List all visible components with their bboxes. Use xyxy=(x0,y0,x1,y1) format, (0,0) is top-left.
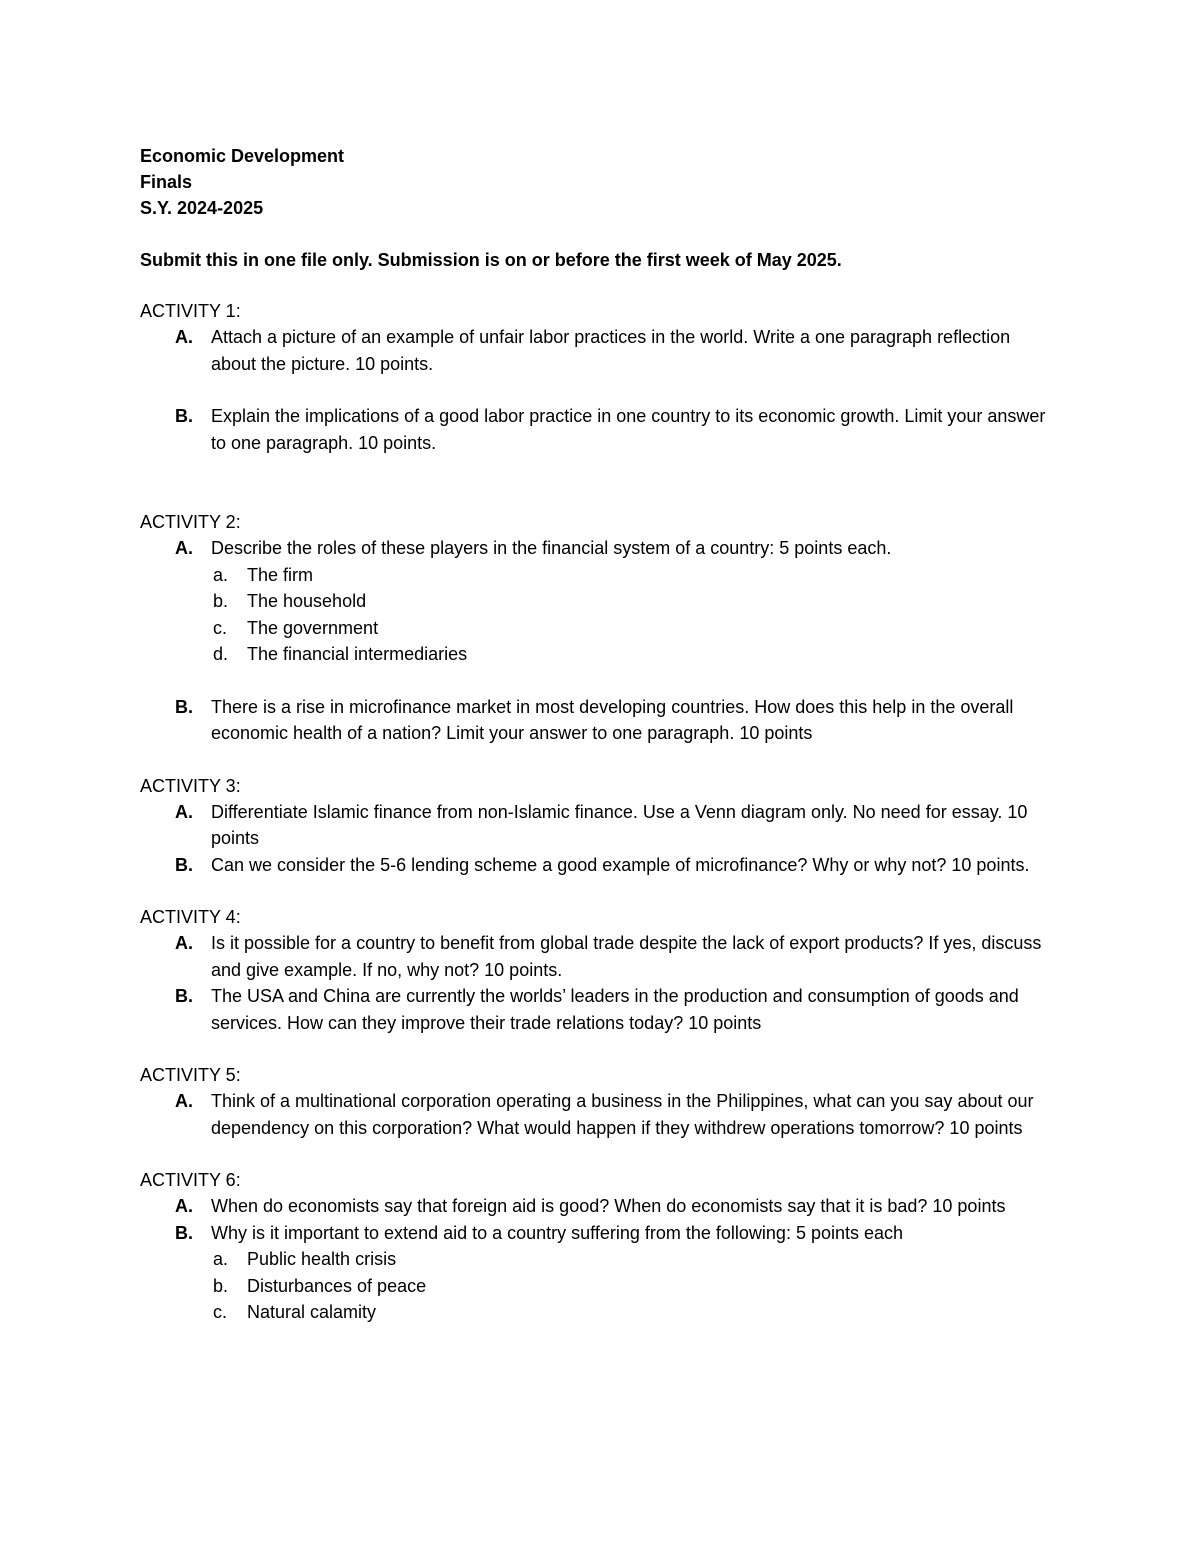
item-text: Describe the roles of these players in the financial system of a country: 5 points each. xyxy=(211,538,892,558)
activity-item xyxy=(140,535,1060,562)
item-text: Can we consider the 5-6 lending scheme a good example of microfinance? Why or why not? 10 points. xyxy=(211,854,1030,875)
sub-item xyxy=(140,562,1060,589)
item-text: Is it possible for a country to benefit from global trade despite the lack of export products? If yes, discuss and give example. If no, why not? 10 points. xyxy=(211,933,1042,980)
activity-title: ACTIVITY 6: xyxy=(140,1170,241,1190)
sub-item-text: The household xyxy=(247,591,367,611)
sub-item-text: The financial intermediaries xyxy=(247,644,468,664)
activity-4 xyxy=(140,904,1060,1036)
item-text: Think of a multinational corporation operating a business in the Philippines, what can you say about our dependency on this corporation? What would happen if they withdrew operations tomorrow? 10 points xyxy=(211,1091,1034,1138)
activity-title: ACTIVITY 5: xyxy=(140,1065,241,1085)
sub-item-text: The firm xyxy=(247,564,314,585)
submission-instruction: Submit this in one file only. Submission is on or before the first week of May 2025. xyxy=(140,250,842,270)
item-letter: B. xyxy=(175,854,193,875)
activity-1 xyxy=(140,298,1060,456)
item-letter: B. xyxy=(175,986,193,1006)
sub-item xyxy=(140,588,1060,615)
activity-item xyxy=(140,983,1060,1036)
item-text: The USA and China are currently the worlds’ leaders in the production and consumption of goods and services. How can they improve their trade relations today? 10 points xyxy=(211,986,1019,1033)
sub-item-text: Natural calamity xyxy=(247,1302,377,1322)
item-letter: A. xyxy=(175,1091,193,1111)
activity-item xyxy=(140,799,1060,852)
activity-title: ACTIVITY 3: xyxy=(140,775,241,796)
sub-item xyxy=(140,1273,1060,1300)
activity-title: ACTIVITY 2: xyxy=(140,512,241,532)
sub-item-letter: a. xyxy=(213,564,229,585)
item-text: There is a rise in microfinance market in most developing countries. How does this help in the overall economic health of a nation? Limit your answer to one paragraph. 10 points xyxy=(211,696,1014,743)
item-text: Attach a picture of an example of unfair labor practices in the world. Write a one paragraph reflection about the picture. 10 points. xyxy=(211,327,1011,374)
activity-item xyxy=(140,1193,1060,1220)
activity-3 xyxy=(140,773,1060,879)
activity-item xyxy=(140,930,1060,983)
sub-item-letter: c. xyxy=(213,617,228,638)
item-text: Differentiate Islamic finance from non-Islamic finance. Use a Venn diagram only. No need for essay. 10 points xyxy=(211,801,1028,848)
item-letter: A. xyxy=(175,538,193,558)
activity-5 xyxy=(140,1062,1060,1141)
sub-item xyxy=(140,615,1060,642)
item-letter: A. xyxy=(175,327,193,347)
sub-list xyxy=(140,562,1060,668)
item-text: Explain the implications of a good labor practice in one country to its economic growth. Limit your answer to one paragraph. 10 points. xyxy=(211,406,1046,453)
sub-item-text: Public health crisis xyxy=(247,1249,397,1269)
school-year: S.Y. 2024-2025 xyxy=(140,198,264,218)
item-text: Why is it important to extend aid to a country suffering from the following: 5 points each xyxy=(211,1222,904,1243)
sub-item-text: The government xyxy=(247,617,379,638)
activity-2 xyxy=(140,509,1060,747)
item-letter: B. xyxy=(175,1222,193,1243)
sub-item-letter: b. xyxy=(213,1275,229,1296)
sub-list xyxy=(140,1246,1060,1326)
item-letter: B. xyxy=(175,406,193,426)
activity-title: ACTIVITY 1: xyxy=(140,301,241,321)
sub-item-text: Disturbances of peace xyxy=(247,1275,427,1296)
term-label: Finals xyxy=(140,172,193,192)
activity-item xyxy=(140,852,1060,879)
sub-item xyxy=(140,1246,1060,1273)
item-text: When do economists say that foreign aid is good? When do economists say that it is bad? 10 points xyxy=(211,1196,1006,1216)
activity-item xyxy=(140,324,1060,377)
document-content xyxy=(140,143,1060,1326)
activity-item xyxy=(140,1220,1060,1247)
item-letter: B. xyxy=(175,696,193,717)
activity-item xyxy=(140,694,1060,747)
activity-6 xyxy=(140,1167,1060,1326)
activity-item xyxy=(140,403,1060,456)
activity-title: ACTIVITY 4: xyxy=(140,907,241,927)
course-title: Economic Development xyxy=(140,146,345,166)
sub-item-letter: d. xyxy=(213,644,229,664)
sub-item xyxy=(140,1299,1060,1326)
item-letter: A. xyxy=(175,801,193,822)
sub-item-letter: c. xyxy=(213,1302,228,1322)
item-letter: A. xyxy=(175,1196,193,1216)
item-letter: A. xyxy=(175,933,193,953)
sub-item-letter: b. xyxy=(213,591,229,611)
sub-item xyxy=(140,641,1060,668)
activity-item xyxy=(140,1088,1060,1141)
sub-item-letter: a. xyxy=(213,1249,229,1269)
